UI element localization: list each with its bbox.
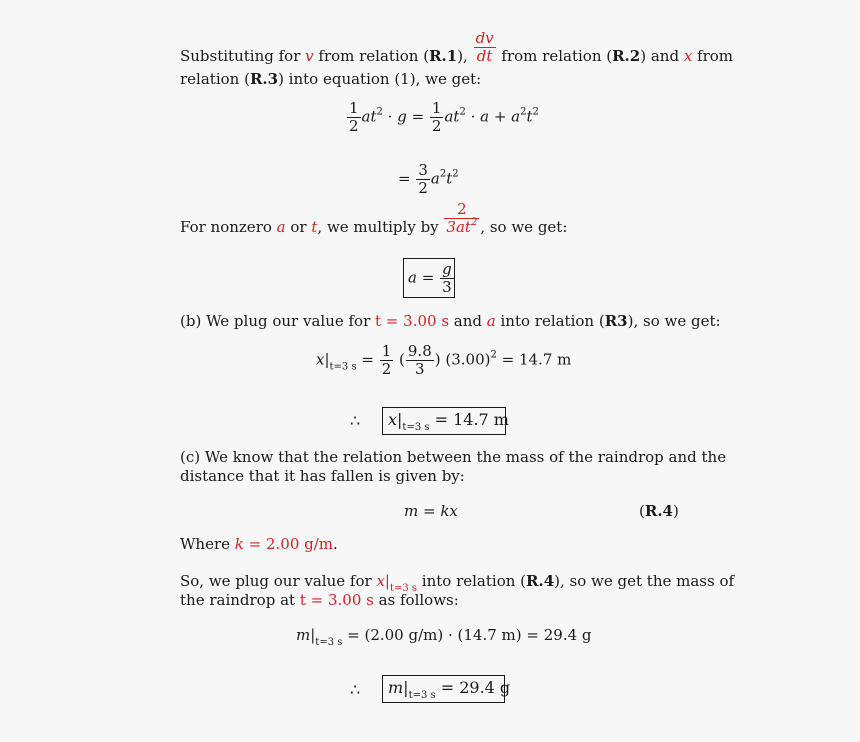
body-text: into relation ( (417, 572, 527, 590)
frac-num: 1 (431, 99, 442, 117)
frac-den (444, 216, 479, 236)
intro-text: ) into equation (1), we get: (278, 70, 482, 88)
intro-line-1 (180, 28, 734, 66)
eq-term: m (404, 502, 419, 520)
exponent: 2 (459, 106, 466, 118)
eq-term: m (296, 626, 311, 644)
intro-line-2 (180, 70, 481, 89)
body-text: distance that it has fallen is given by: (180, 467, 465, 485)
boxed-x-content: $x|_{t=3 s} = 14.7$ m (388, 410, 509, 433)
two-over-3at2-fraction (444, 201, 479, 236)
body-text: or (285, 218, 312, 236)
eq-term: t (446, 169, 453, 188)
frac-den: 3 (415, 360, 425, 378)
eq-term: t (526, 107, 533, 126)
tag-paren: ) (672, 502, 679, 520)
var-a: a (276, 218, 286, 236)
ref-r2: R.2 (612, 47, 641, 65)
exponent: 2 (452, 168, 459, 180)
body-text: into relation ( (495, 312, 605, 330)
eq-term: at (444, 107, 460, 126)
eq-result: = 14.7 m (429, 410, 509, 429)
intro-text: relation ( (180, 70, 250, 88)
body-text: and (449, 312, 487, 330)
eq-result: = 14.7 m (496, 350, 572, 369)
body-text: ), so we get the mass of (554, 572, 735, 590)
tag-label: R.4 (644, 502, 673, 520)
var-x: x (683, 47, 693, 65)
exponent: 2 (520, 106, 527, 118)
eq-term: x (316, 350, 325, 369)
t-value: t = 3.00 s (299, 591, 374, 609)
frac-den: 2 (431, 117, 442, 135)
t-value: t = 3.00 s (375, 312, 450, 330)
body-text: ), so we get: (627, 312, 721, 330)
body-text: (b) We plug our value for (180, 312, 376, 330)
frac-num: 1 (349, 99, 359, 117)
exponent: 2 (439, 168, 447, 180)
g-over-3-fraction (406, 343, 434, 378)
eq-term: · g = (382, 107, 429, 126)
k-value: k = 2.00 g/m (234, 535, 334, 553)
eq-term: m (388, 678, 404, 697)
part-c-line-1 (180, 448, 726, 467)
eq-term: a (430, 169, 440, 188)
boxed-m-content: $m|_{t=3 s} = 29.4$ g (388, 678, 511, 701)
eq-result: = (2.00 g/m) · (14.7 m) = 29.4 g (342, 626, 592, 644)
frac-num: 2 (444, 201, 479, 219)
frac-den: 3 (442, 278, 452, 296)
eq-term: kx (440, 502, 458, 520)
half-fraction (430, 100, 444, 135)
body-text: (c) We know that the relation between the mass of the raindrop and the (180, 448, 727, 466)
frac-den: 2 (418, 179, 428, 197)
body-text: For nonzero (180, 218, 277, 236)
body-text: , so we get: (480, 218, 568, 236)
frac-den-text: 3at (446, 217, 471, 236)
frac-den: dt (476, 46, 493, 65)
subscript: t=3 s (389, 583, 418, 594)
where-line (180, 535, 338, 554)
subscript: t=3 s (402, 422, 430, 433)
intro-text: ) and (640, 47, 684, 65)
equation-4 (404, 502, 458, 520)
eq-sign: = (398, 169, 416, 188)
dv-dt-fraction (474, 30, 496, 65)
eq-term: (3.00) (445, 350, 491, 369)
body-text: So, we plug our value for (180, 572, 377, 590)
eq-term: a = (408, 268, 440, 287)
equation-2 (398, 162, 459, 197)
frac-den: 2 (381, 360, 392, 378)
subscript: t=3 s (329, 361, 357, 373)
subscript: t=3 s (315, 637, 343, 648)
so-line-1 (180, 572, 735, 594)
eq-sign: = (418, 502, 441, 520)
var-t: t (311, 218, 318, 236)
var-v: v (305, 47, 314, 65)
body-text: , we multiply by (317, 218, 444, 236)
ref-r3: R3 (604, 312, 628, 330)
body-text: . (333, 535, 338, 553)
ref-r1: R.1 (429, 47, 458, 65)
body-text: Where (180, 535, 235, 553)
tag-paren: ( (639, 502, 645, 520)
exponent: 2 (470, 216, 478, 228)
exponent: 2 (376, 106, 383, 118)
frac-num: 1 (381, 342, 392, 360)
part-c-line-2 (180, 467, 465, 486)
frac-den: 2 (349, 117, 359, 135)
exponent: 2 (490, 349, 497, 361)
subscript: t=3 s (408, 690, 436, 701)
body-text: the raindrop at (180, 591, 300, 609)
equation-5: $m|_{t=3 s} = (2.00$ g/m) · (14.7 m) = 29.4 g (296, 626, 592, 648)
frac-num: g (442, 260, 452, 278)
intro-text: ), (457, 47, 473, 65)
so-line-2 (180, 591, 459, 610)
exponent: 2 (532, 106, 539, 118)
eq-result: = 29.4 g (435, 678, 511, 697)
part-b-line (180, 312, 721, 331)
eq-term: x (388, 410, 398, 429)
therefore-symbol: ∴ (350, 411, 361, 430)
intro-text: Substituting for (180, 47, 306, 65)
frac-num: dv (475, 28, 494, 47)
equation-3: $x|_{t=3 s}$ = $\frac{1}{2}$ ( $\frac{9.8}{3}$ ) $(3.00)^2 = 14.7$ m (316, 342, 572, 378)
intro-text: from relation ( (496, 47, 613, 65)
equation-1 (346, 100, 539, 135)
half-fraction (380, 343, 394, 378)
body-text: as follows: (373, 591, 459, 609)
frac-num: 9.8 (407, 342, 432, 360)
eq-term: at (361, 107, 377, 126)
frac-num: 3 (418, 161, 428, 179)
intro-text: from relation ( (313, 47, 430, 65)
ref-r3: R.3 (249, 70, 279, 88)
g-over-3-fraction (440, 261, 454, 296)
ref-r4: R.4 (526, 572, 555, 590)
half-fraction (347, 100, 361, 135)
nonzero-line (180, 199, 568, 237)
equation-tag-r4 (639, 502, 679, 520)
intro-text: from (692, 47, 734, 65)
boxed-a-content (408, 261, 455, 296)
therefore-symbol: ∴ (350, 680, 361, 699)
var-a: a (486, 312, 496, 330)
var-x: x| (376, 572, 390, 590)
eq-sign: = (356, 350, 379, 369)
three-halves-fraction (416, 162, 430, 197)
eq-term: · a + a (465, 107, 521, 126)
